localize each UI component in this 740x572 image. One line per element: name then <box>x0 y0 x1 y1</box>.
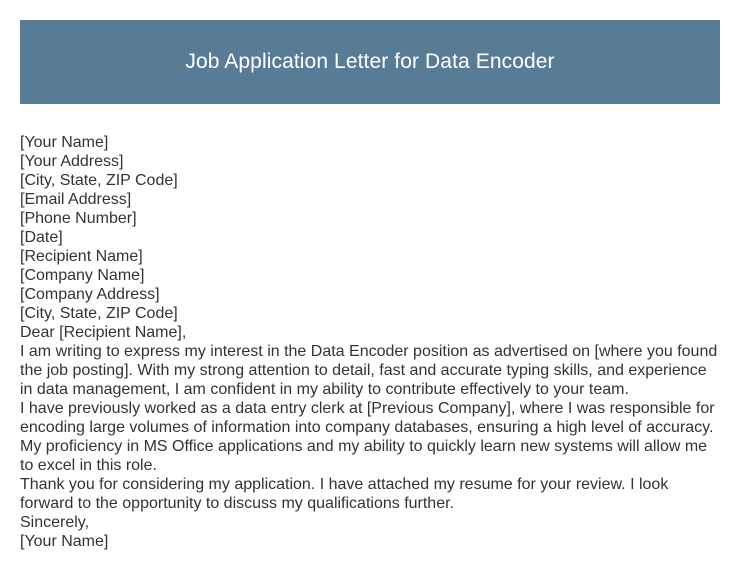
page-title: Job Application Letter for Data Encoder <box>185 50 555 73</box>
title-banner <box>20 20 720 104</box>
body-paragraph-3: Thank you for considering my application. I have attached my resume for your review. I look forward to the opportunity to discuss my qualifications further. <box>20 476 669 512</box>
signature-name: [Your Name] <box>20 533 109 550</box>
sender-email: [Email Address] <box>20 191 132 208</box>
recipient-name: [Recipient Name] <box>20 248 143 265</box>
salutation: Dear [Recipient Name], <box>20 324 187 341</box>
sender-address: [Your Address] <box>20 153 124 170</box>
sender-phone: [Phone Number] <box>20 210 137 227</box>
company-city-state-zip: [City, State, ZIP Code] <box>20 305 178 322</box>
body-paragraph-1: I am writing to express my interest in the Data Encoder position as advertised on [where you found the job posting]. With my strong attention to detail, fast and accurate typing skills, and experience in data management, I am confident in my ability to contribute effectively to your team. <box>20 343 718 398</box>
letter-body <box>20 133 722 551</box>
sender-city-state-zip: [City, State, ZIP Code] <box>20 172 178 189</box>
closing: Sincerely, <box>20 514 90 531</box>
company-address: [Company Address] <box>20 286 160 303</box>
sender-name: [Your Name] <box>20 134 109 151</box>
letter-date: [Date] <box>20 229 63 246</box>
body-paragraph-2: I have previously worked as a data entry clerk at [Previous Company], where I was responsible for encoding large volumes of information into company databases, ensuring a high level of accuracy. My proficiency in MS Office applications and my ability to quickly learn new systems will allow me to excel in this role. <box>20 400 715 474</box>
company-name: [Company Name] <box>20 267 145 284</box>
